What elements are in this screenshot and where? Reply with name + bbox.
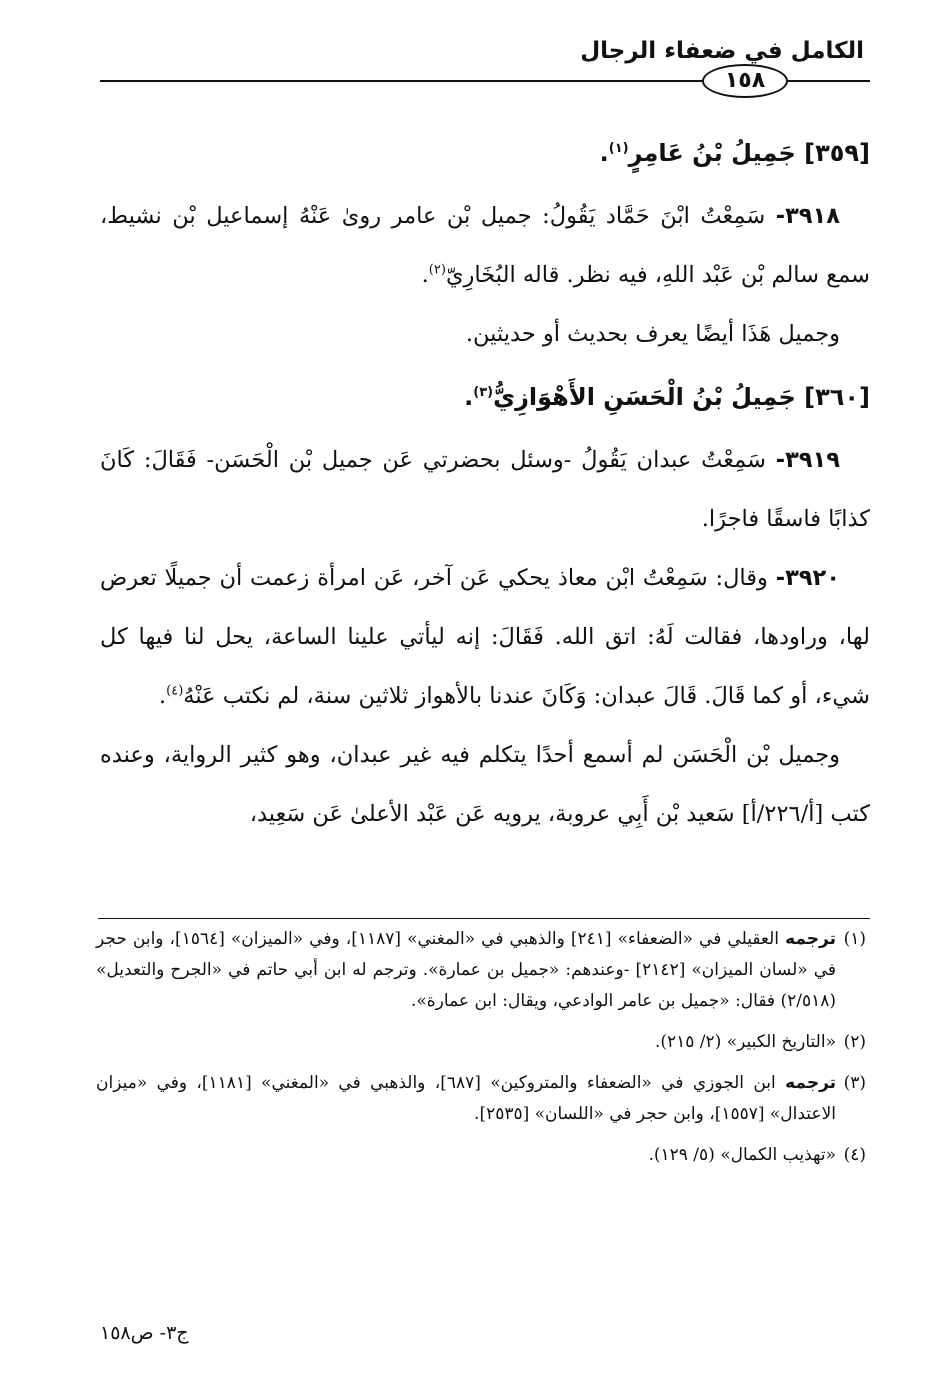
footnote-number: (٢) bbox=[843, 1032, 866, 1052]
footnote-number: (١) bbox=[843, 929, 866, 949]
footnote-text: «تهذيب الكمال» (٥/ ١٢٩). bbox=[648, 1145, 836, 1165]
paragraph-3918: ٣٩١٨- سَمِعْتُ ابْنَ حَمَّاد يَقُولُ: جميل بْن عامر روىٰ عَنْهُ إسماعيل بْن نشيط، سمع سالم بْن عَبْد اللهِ، فيه نظر. قاله البُخَارِيّ$^{(٢)}$. bbox=[100, 203, 870, 288]
paragraph-3918-text: سَمِعْتُ ابْنَ حَمَّاد يَقُولُ: جميل بْن عامر روىٰ عَنْهُ إسماعيل بْن نشيط، سمع سالم بْن عَبْد اللهِ، فيه نظر. قاله البُخَارِيّ bbox=[100, 203, 870, 288]
entry-title-360: [٣٦٠] جَمِيلُ بْنُ الْحَسَنِ الأَهْوَازِيُّ$^{(٣)}$. bbox=[464, 383, 870, 411]
footnote-number: (٤) bbox=[843, 1145, 866, 1165]
footnote-2 bbox=[96, 1027, 866, 1058]
footnote-ref-3: (٣) bbox=[473, 385, 494, 400]
paragraph-3919-text: سَمِعْتُ عبدان يَقُولُ -وسئل بحضرتي عَن جميل بْن الْحَسَن- فَقَالَ: كَانَ كذابًا فاسقًا فاجرًا. bbox=[100, 447, 870, 532]
page-number: ١٥٨ bbox=[702, 64, 788, 98]
entry-title-359: [٣٥٩] جَمِيلُ بْنُ عَامِرٍ$^{(١)}$. bbox=[599, 139, 870, 167]
entry-359-title-text: [٣٥٩] جَمِيلُ بْنُ عَامِرٍ bbox=[628, 139, 870, 167]
footnotes bbox=[96, 924, 866, 1181]
footnote-text: «التاريخ الكبير» (٢/ ٢١٥). bbox=[654, 1032, 836, 1052]
footnote-rule bbox=[98, 918, 870, 919]
paragraph-3919 bbox=[100, 431, 870, 549]
paragraph-number-3920: ٣٩٢٠- bbox=[775, 565, 840, 591]
entry-360-title-text: [٣٦٠] جَمِيلُ بْنُ الْحَسَنِ الأَهْوَازِيُّ bbox=[493, 383, 870, 411]
footnote-ref-4: (٤) bbox=[166, 683, 184, 699]
footnote-ref-1: (١) bbox=[608, 141, 629, 156]
footnote-3 bbox=[96, 1068, 866, 1130]
footnote-4 bbox=[96, 1140, 866, 1171]
paragraph-number-3918: ٣٩١٨- bbox=[775, 203, 841, 229]
footnote-lead: ترجمه bbox=[785, 1073, 837, 1093]
footnote-ref-2: (٢) bbox=[428, 262, 446, 278]
paragraph-3920-text: وقال: سَمِعْتُ ابْن معاذ يحكي عَن آخر، عَن امرأة زعمت أن جميلًا تعرض لها، وراودها، فقالت لَهُ: اتق الله. فَقَالَ: إنه ليأتي علينا الساعة، يحل لنا فيها كل شيء، أو كما قَالَ. قَالَ عبدان: وَكَانَ عندنا بالأهواز ثلاثين سنة، لم نكتب عَنْهُ bbox=[100, 565, 870, 709]
footnote-text: ابن الجوزي في «الضعفاء والمتروكين» [٦٨٧]، والذهبي في «المغني» [١١٨١]، وفي «ميزان الاعتدال» [١٥٥٧]، وابن حجر في «اللسان» [٢٥٣٥]. bbox=[96, 1073, 836, 1124]
footnote-number: (٣) bbox=[843, 1073, 866, 1093]
paragraph-3918-note: وجميل هَذَا أيضًا يعرف بحديث أو حديثين. bbox=[465, 321, 840, 347]
footnote-text: العقيلي في «الضعفاء» [٢٤١] والذهبي في «المغني» [١١٨٧]، وفي «الميزان» [١٥٦٤]، وابن حجر في «لسان الميزان» [٢١٤٢] -وعندهم: «جميل بن عمارة». وترجم له ابن أبي حاتم في «الجرح والتعديل» (٢/٥١٨) فقال: «جميل بن عامر الوادعي، ويقال: ابن عمارة». bbox=[96, 929, 836, 1011]
paragraph-final: وجميل بْن الْحَسَن لم أسمع أحدًا يتكلم فيه غير عبدان، وهو كثير الرواية، وعنده كتب [أ/٢٢٦/أ] سَعيد بْن أَبِي عروبة، يرويه عَن عَبْد الأعلىٰ عَن سَعِيد، bbox=[100, 742, 870, 827]
paragraph-3920: ٣٩٢٠- وقال: سَمِعْتُ ابْن معاذ يحكي عَن آخر، عَن امرأة زعمت أن جميلًا تعرض لها، وراودها، فقالت لَهُ: اتق الله. فَقَالَ: إنه ليأتي علينا الساعة، يحل لنا فيها كل شيء، أو كما قَالَ. قَالَ عبدان: وَكَانَ عندنا بالأهواز ثلاثين سنة، لم نكتب عَنْهُ$^{(٤)}$. bbox=[100, 565, 870, 709]
running-header: الكامل في ضعفاء الرجال bbox=[580, 38, 864, 64]
paragraph-number-3919: ٣٩١٩- bbox=[775, 447, 840, 473]
main-text bbox=[100, 120, 870, 844]
volume-page-reference: ج٣- ص١٥٨ bbox=[100, 1322, 189, 1344]
footnote-1 bbox=[96, 924, 866, 1017]
footnote-lead: ترجمه bbox=[785, 929, 836, 949]
